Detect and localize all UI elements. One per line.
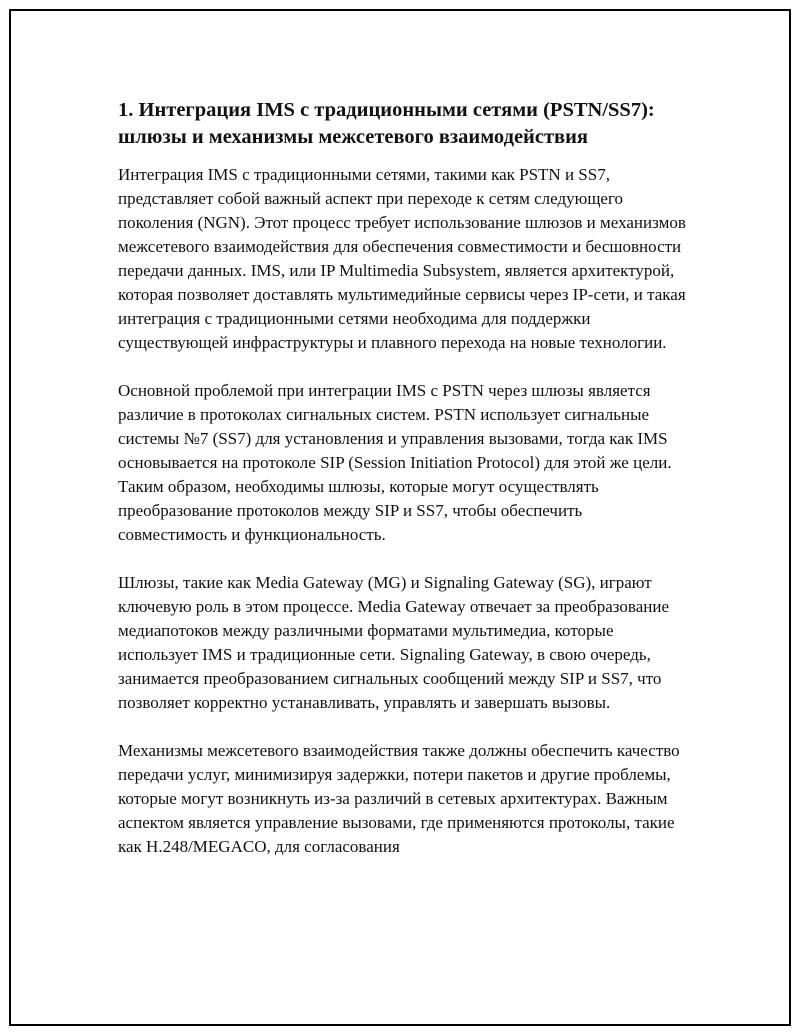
section-title: 1. Интеграция IMS с традиционными сетями (PSTN/SS7): шлюзы и механизмы межсетевого взаимодействия [118,99,655,148]
page-frame [9,9,791,1026]
paragraph-3: Шлюзы, такие как Media Gateway (MG) и Signaling Gateway (SG), играют ключевую роль в этом процессе. Media Gateway отвечает за преобразование медиапотоков между различными форматами мультимедиа, которые использует IMS и традиционные сети. Signaling Gateway, в свою очередь, занимается преобразованием сигнальных сообщений между SIP и SS7, что позволяет корректно устанавливать, управлять и завершать вызовы. [118,573,669,712]
document-body [118,97,693,883]
paragraph-2: Основной проблемой при интеграции IMS с PSTN через шлюзы является различие в протоколах сигнальных систем. PSTN использует сигнальные системы №7 (SS7) для установления и управления вызовами, тогда как IMS основывается на протоколе SIP (Session Initiation Protocol) для этой же цели. Таким образом, необходимы шлюзы, которые могут осуществлять преобразование протоколов между SIP и SS7, чтобы обеспечить совместимость и функциональность. [118,381,672,544]
paragraph-1: Интеграция IMS с традиционными сетями, такими как PSTN и SS7, представляет собой важный аспект при переходе к сетям следующего поколения (NGN). Этот процесс требует использование шлюзов и механизмов межсетевого взаимодействия для обеспечения совместимости и бесшовности передачи данных. IMS, или IP Multimedia Subsystem, является архитектурой, которая позволяет доставлять мультимедийные сервисы через IP-сети, и такая интеграция с традиционными сетями необходима для поддержки существующей инфраструктуры и плавного перехода на новые технологии. [118,165,686,352]
paragraph-4: Механизмы межсетевого взаимодействия также должны обеспечить качество передачи услуг, минимизируя задержки, потери пакетов и другие проблемы, которые могут возникнуть из-за различий в сетевых архитектурах. Важным аспектом является управление вызовами, где применяются протоколы, такие как H.248/MEGACO, для согласования [118,741,680,856]
